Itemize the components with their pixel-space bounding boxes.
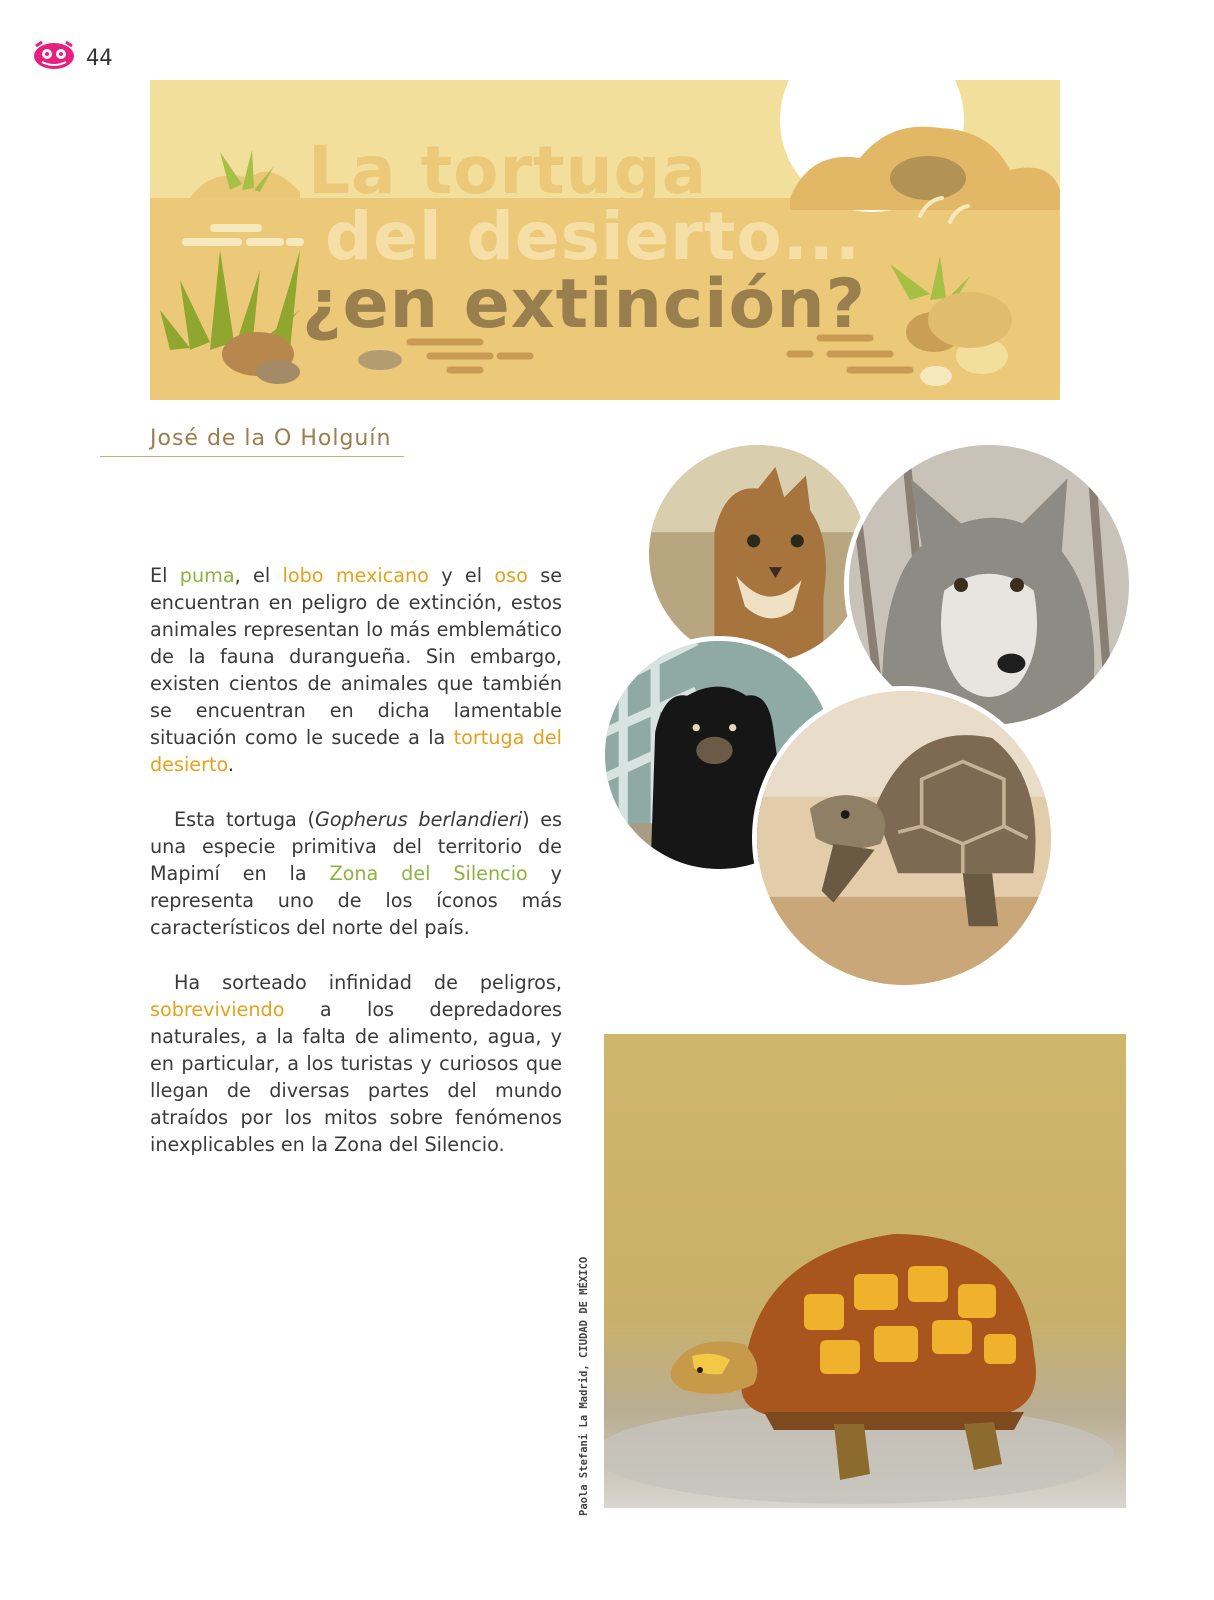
credit-place: CIUDAD DE MÉXICO	[578, 1256, 590, 1358]
tortoise-painting	[604, 1034, 1126, 1508]
text-run: se encuentran en peligro de extinción, estos animales representan lo más emblemático de la fauna duranguеña. Sin embargo, existen cientos de animales que también se encuentran en dicha lamentable situación como le sucede a la	[150, 564, 562, 749]
title-banner	[150, 80, 1060, 400]
illustration-credit: Paola Stefani La Madrid, CIUDAD DE MÉXICO	[578, 1256, 590, 1516]
text-run: y representa uno de los íconos más característicos del norte del país.	[150, 862, 562, 939]
article-body	[150, 562, 562, 1186]
text-run: El	[150, 564, 180, 587]
page-number: 44	[86, 46, 113, 71]
text-run: ) es una especie primitiva del territorio de Mapimí en la	[150, 808, 562, 885]
title-line-1: La tortuga	[308, 132, 708, 209]
title-line-3: ¿en extinción?	[302, 265, 867, 344]
highlight-sobreviviendo: sobreviviendo	[150, 998, 285, 1021]
paragraph-2	[150, 806, 562, 941]
tortoise-photo	[752, 686, 1056, 990]
title-line-2: del desierto...	[325, 198, 861, 275]
text-run: , el	[234, 564, 283, 587]
paragraph-1	[150, 562, 562, 778]
magazine-logo-icon	[32, 40, 76, 72]
text-run: Ha sorteado infinidad de peligros,	[174, 971, 562, 994]
article-title	[150, 80, 1060, 400]
text-run: a los depredadores naturales, a la falta de alimento, agua, y en particular, a los turistas y curiosos que llegan de diversas partes del mundo atraídos por los mitos sobre fenómenos inexplicables en la Zona del Silencio.	[150, 998, 562, 1156]
highlight-oso: oso	[494, 564, 528, 587]
text-run: .	[227, 753, 235, 776]
puma-image	[649, 445, 867, 663]
text-run: y el	[428, 564, 495, 587]
paragraph-3	[150, 969, 562, 1158]
highlight-lobo: lobo mexicano	[282, 564, 429, 587]
highlight-tortuga: tortuga del desierto	[150, 726, 563, 776]
text-run: Esta tortuga (	[174, 808, 315, 831]
credit-author: Paola Stefani La Madrid	[578, 1370, 590, 1516]
author-name: José de la O Holguín	[150, 426, 392, 451]
highlight-zona: Zona del Silencio	[329, 862, 528, 885]
animal-photo-collage	[600, 440, 1140, 1000]
wolf-image	[849, 445, 1129, 725]
puma-photo	[644, 440, 872, 668]
author-underline	[100, 456, 404, 457]
highlight-puma: puma	[179, 564, 235, 587]
species-name: Gopherus berlandieri	[314, 808, 523, 831]
tortoise-image	[757, 691, 1051, 985]
